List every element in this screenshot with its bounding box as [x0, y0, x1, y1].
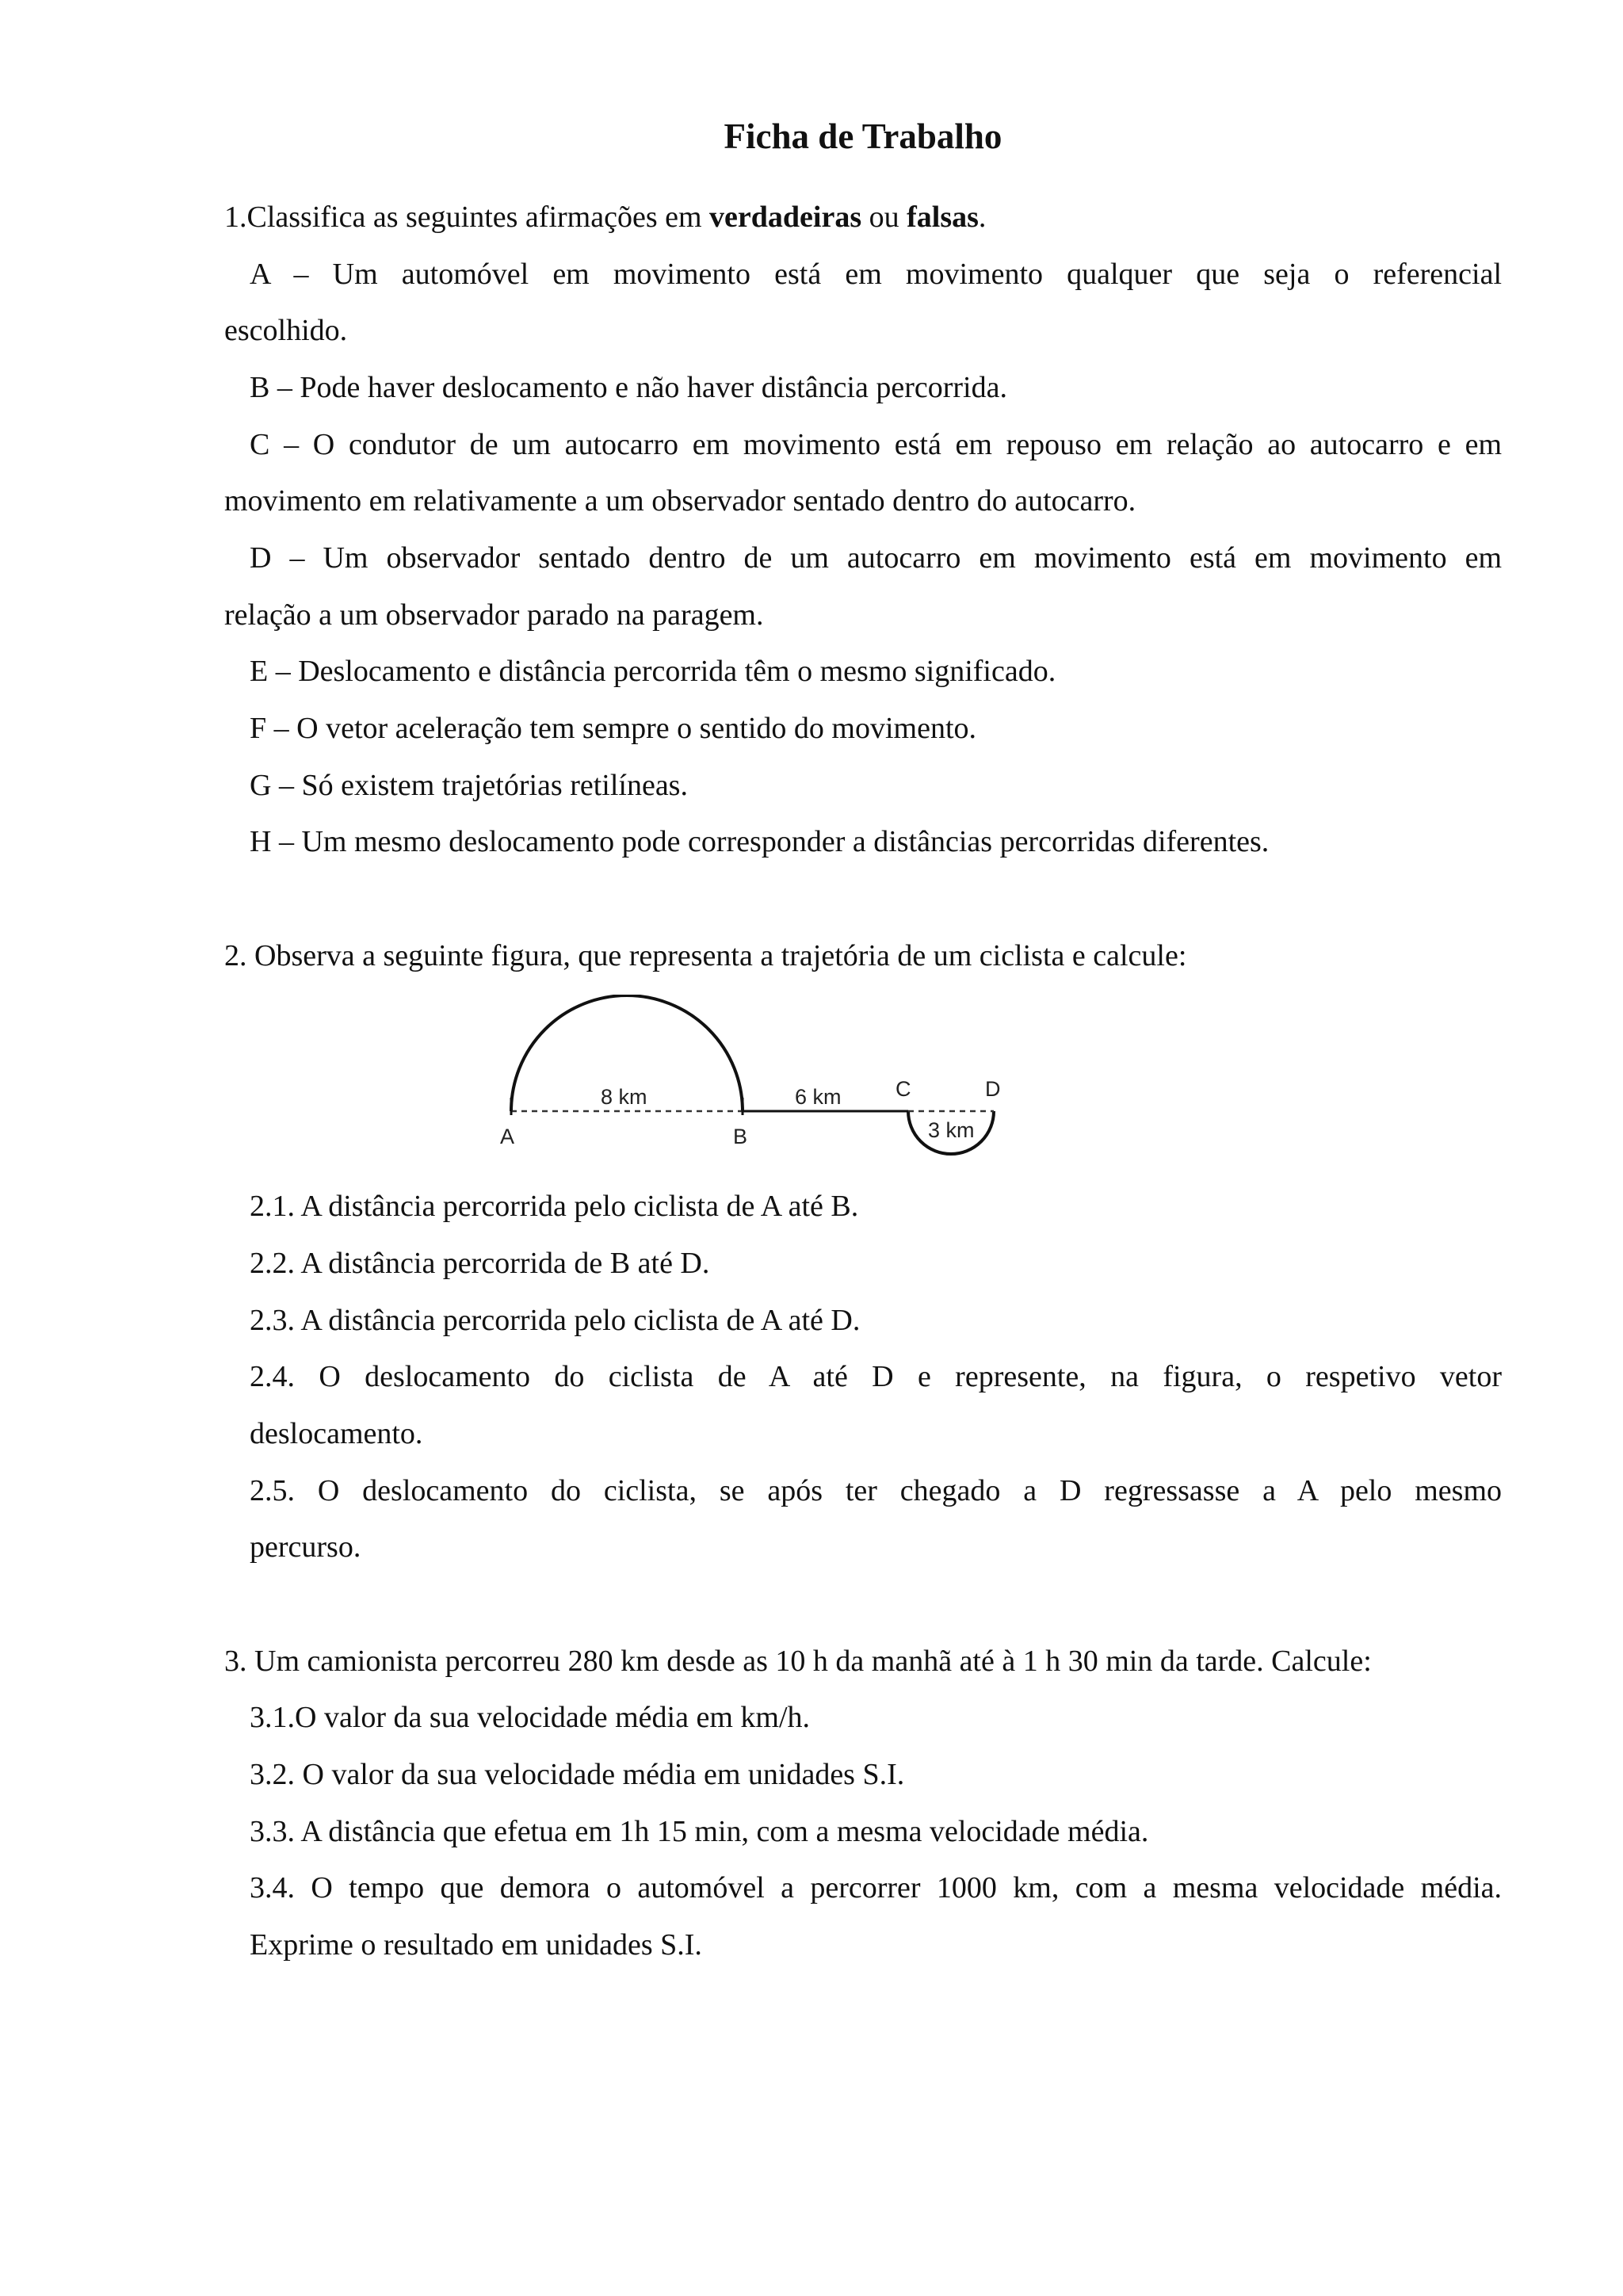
q1-item-d-line1: D – Um observador sentado dentro de um autocarro em movimento está em movimento em [250, 541, 1502, 575]
q1-item-b: B – Pode haver deslocamento e não haver distância percorrida. [250, 371, 1007, 404]
q3-item-4-line2: Exprime o resultado em unidades S.I. [250, 1928, 702, 1962]
q2-item-5-line2: percurso. [250, 1530, 361, 1564]
q1-item-c-line2: movimento em relativamente a um observador sentado dentro do autocarro. [224, 484, 1136, 518]
q3-item-3: 3.3. A distância que efetua em 1h 15 min, com a mesma velocidade média. [250, 1815, 1149, 1848]
q3-item-2: 3.2. O valor da sua velocidade média em unidades S.I. [250, 1758, 905, 1791]
label-6km: 6 km [795, 1085, 842, 1109]
trajectory-figure [494, 995, 1302, 1169]
q1-item-f: F – O vetor aceleração tem sempre o sentido do movimento. [250, 712, 977, 745]
label-b: B [733, 1125, 748, 1148]
trajectory-diagram [494, 995, 1080, 1169]
q1-intro: 1.Classifica as seguintes afirmações em verdadeiras ou falsas. [224, 201, 987, 234]
q3-intro: 3. Um camionista percorreu 280 km desde as 10 h da manhã até à 1 h 30 min da tarde. Calcule: [224, 1645, 1372, 1678]
label-a: A [500, 1125, 515, 1148]
q1-item-a-line1: A – Um automóvel em movimento está em movimento qualquer que seja o referencial [250, 258, 1502, 291]
q2-item-4-line1: 2.4. O deslocamento do ciclista de A até D e represente, na figura, o respetivo vetor [250, 1360, 1502, 1393]
q3-item-4-line1: 3.4. O tempo que demora o automóvel a percorrer 1000 km, com a mesma velocidade média. [250, 1871, 1502, 1904]
label-d: D [985, 1077, 1001, 1101]
q1-item-e: E – Deslocamento e distância percorrida têm o mesmo significado. [250, 655, 1056, 688]
q2-item-1: 2.1. A distância percorrida pelo ciclista de A até B. [250, 1190, 859, 1223]
label-8km: 8 km [601, 1085, 647, 1109]
q1-item-h: H – Um mesmo deslocamento pode corresponder a distâncias percorridas diferentes. [250, 825, 1270, 858]
q2-intro: 2. Observa a seguinte figura, que representa a trajetória de um ciclista e calcule: [224, 939, 1187, 972]
q1-item-a-line2: escolhido. [224, 314, 348, 347]
q1-item-c-line1: C – O condutor de um autocarro em movimento está em repouso em relação ao autocarro e em [250, 428, 1502, 461]
q2-item-2: 2.2. A distância percorrida de B até D. [250, 1247, 710, 1280]
q1-item-g: G – Só existem trajetórias retilíneas. [250, 769, 688, 802]
q2-item-5-line1: 2.5. O deslocamento do ciclista, se após ter chegado a D regressasse a A pelo mesmo [250, 1474, 1502, 1507]
q1-item-d-line2: relação a um observador parado na paragem. [224, 598, 764, 632]
label-c: C [896, 1077, 911, 1101]
q3-item-1: 3.1.O valor da sua velocidade média em km/h. [250, 1701, 811, 1734]
q2-item-4-line2: deslocamento. [250, 1417, 423, 1450]
q2-item-3: 2.3. A distância percorrida pelo ciclista de A até D. [250, 1304, 861, 1337]
q1-bold-false: falsas [907, 201, 979, 234]
label-3km: 3 km [928, 1118, 975, 1142]
q1-bold-true: verdadeiras [709, 201, 862, 234]
page-title: Ficha de Trabalho [724, 117, 1002, 156]
